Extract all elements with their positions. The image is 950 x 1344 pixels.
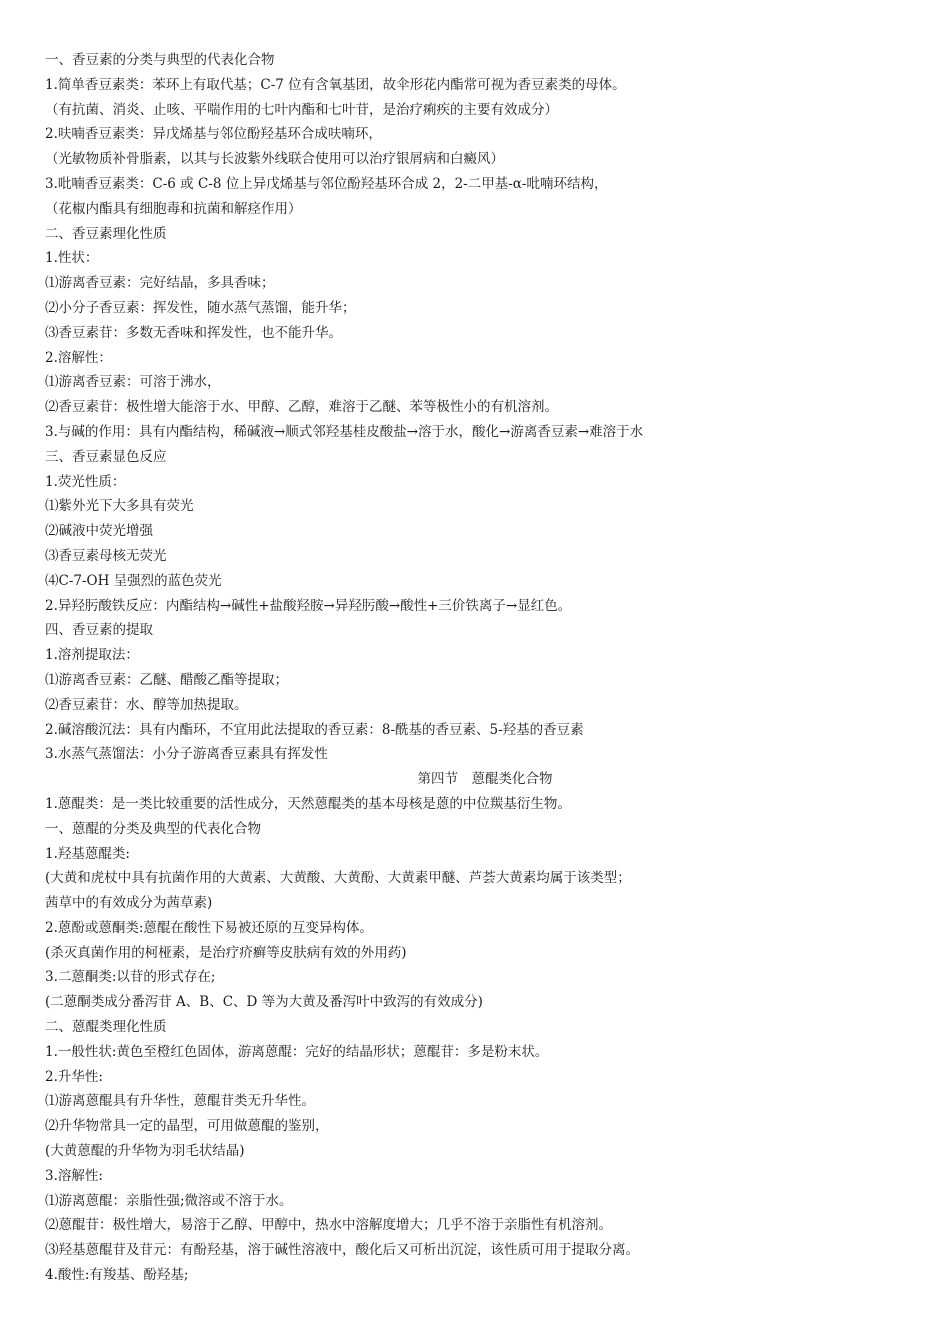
text-line: ⑴游离香豆素：可溶于沸水， <box>45 374 221 391</box>
text-line: ⑶香豆素母核无荧光 <box>45 547 167 564</box>
text-line: ⑵小分子香豆素：挥发性，随水蒸气蒸馏，能升华； <box>45 299 356 316</box>
text-line: (大黄蒽醌的升华物为羽毛状结晶) <box>45 1143 245 1160</box>
text-line: 3.水蒸气蒸馏法：小分子游离香豆素具有挥发性 <box>45 746 328 763</box>
text-line: 1.简单香豆素类：苯环上有取代基；C-7 位有含氧基团，故伞形花内酯常可视为香豆素类的母体。 <box>45 76 626 93</box>
text-line: （有抗菌、消炎、止咳、平喘作用的七叶内酯和七叶苷，是治疗痢疾的主要有效成分） <box>45 101 558 118</box>
text-line: ⑵香豆素苷：极性增大能溶于水、甲醇、乙醇，难溶于乙醚、苯等极性小的有机溶剂。 <box>45 399 558 416</box>
text-line: 一、蒽醌的分类及典型的代表化合物 <box>45 820 261 837</box>
text-line: ⑶羟基蒽醌苷及苷元：有酚羟基，溶于碱性溶液中，酸化后又可析出沉淀，该性质可用于提取分离。 <box>45 1242 639 1259</box>
text-line: 3.吡喃香豆素类：C-6 或 C-8 位上异戊烯基与邻位酚羟基环合成 2，2-二甲基-α-吡喃环结构， <box>45 175 608 192</box>
text-line: 2.碱溶酸沉法：具有内酯环，不宜用此法提取的香豆素：8-酰基的香豆素、5-羟基的香豆素 <box>45 721 584 738</box>
text-line: ⑴游离香豆素：乙醚、醋酸乙酯等提取； <box>45 671 288 688</box>
text-line: （光敏物质补骨脂素，以其与长波紫外线联合使用可以治疗银屑病和白癜风） <box>45 151 504 168</box>
text-line: 三、香豆素显色反应 <box>45 448 167 465</box>
text-line: 1.蒽醌类：是一类比较重要的活性成分，天然蒽醌类的基本母核是蒽的中位羰基衍生物。 <box>45 795 571 812</box>
text-line: 二、香豆素理化性质 <box>45 225 167 242</box>
text-line: 1.羟基蒽醌类: <box>45 845 130 862</box>
text-line: 1.荧光性质： <box>45 473 126 490</box>
text-line: 1.溶剂提取法： <box>45 647 139 664</box>
text-line: ⑷C-7-OH 呈强烈的蓝色荧光 <box>45 572 222 589</box>
text-line: ⑵升华物常具一定的晶型，可用做蒽醌的鉴别， <box>45 1118 329 1135</box>
text-line: ⑵香豆素苷：水、醇等加热提取。 <box>45 696 248 713</box>
text-line: 一、香豆素的分类与典型的代表化合物 <box>45 52 275 68</box>
text-line: （花椒内酯具有细胞毒和抗菌和解痉作用） <box>45 200 302 217</box>
text-line: ⑵碱液中荧光增强 <box>45 523 153 540</box>
text-line: 3.二蒽酮类:以苷的形式存在; <box>45 969 216 986</box>
text-line: 1.性状： <box>45 250 99 267</box>
text-line: 3.溶解性: <box>45 1167 103 1184</box>
text-line: 3.与碱的作用：具有内酯结构，稀碱液→顺式邻羟基桂皮酸盐→溶于水，酸化→游离香豆素→难溶于水 <box>45 423 644 440</box>
text-line: ⑴紫外光下大多具有荧光 <box>45 498 194 515</box>
text-line: ⑴游离香豆素：完好结晶，多具香味； <box>45 275 275 292</box>
text-line: ⑵蒽醌苷：极性增大，易溶于乙醇、甲醇中，热水中溶解度增大；几乎不溶于亲脂性有机溶剂。 <box>45 1217 612 1234</box>
text-line: (杀灭真菌作用的柯桠素，是治疗疥癣等皮肤病有效的外用药) <box>45 944 407 961</box>
text-line: 2.溶解性： <box>45 349 112 366</box>
document-page <box>45 48 925 1288</box>
text-line: 2.蒽酚或蒽酮类:蒽醌在酸性下易被还原的互变异构体。 <box>45 919 373 936</box>
text-line: (二蒽酮类成分番泻苷 A、B、C、D 等为大黄及番泻叶中致泻的有效成分) <box>45 994 483 1011</box>
text-line: 2.升华性: <box>45 1068 103 1085</box>
text-line: ⑴游离蒽醌具有升华性，蒽醌苷类无升华性。 <box>45 1093 315 1110</box>
section-heading: 第四节 蒽醌类化合物 <box>417 771 553 788</box>
text-line: ⑶香豆素苷：多数无香味和挥发性，也不能升华。 <box>45 324 342 341</box>
text-line: 4.酸性:有羧基、酚羟基; <box>45 1267 189 1284</box>
text-line: 四、香豆素的提取 <box>45 622 153 639</box>
text-line: (大黄和虎杖中具有抗菌作用的大黄素、大黄酸、大黄酚、大黄素甲醚、芦荟大黄素均属于该类型； <box>45 870 631 887</box>
text-line: 茜草中的有效成分为茜草素) <box>45 895 213 912</box>
text-line: 二、蒽醌类理化性质 <box>45 1019 167 1036</box>
text-line: 1.一般性状:黄色至橙红色固体，游离蒽醌：完好的结晶形状；蒽醌苷：多是粉末状。 <box>45 1043 549 1060</box>
text-line: 2.异羟肟酸铁反应：内酯结构→碱性+盐酸羟胺→异羟肟酸→酸性+三价铁离子→显红色。 <box>45 597 572 614</box>
text-line: ⑴游离蒽醌：亲脂性强;微溶或不溶于水。 <box>45 1192 293 1209</box>
text-line: 2.呋喃香豆素类：异戊烯基与邻位酚羟基环合成呋喃环， <box>45 126 382 143</box>
